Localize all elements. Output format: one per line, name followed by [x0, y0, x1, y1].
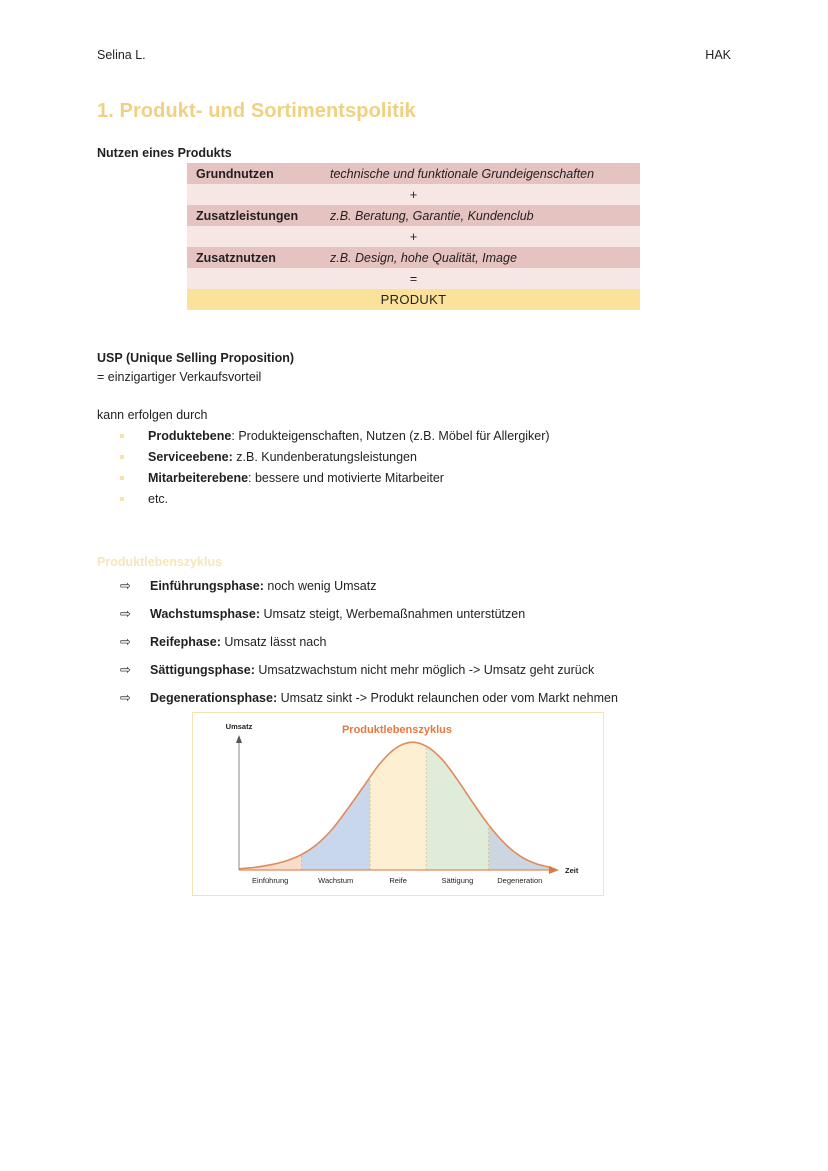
chart-title: Produktlebenszyklus: [341, 724, 453, 736]
chart-phase-labels: [252, 876, 542, 885]
usp-definition: = einzigartiger Verkaufsvorteil: [97, 370, 262, 384]
benefit-term: Zusatzleistungen: [187, 205, 324, 226]
produktlebenszyklus-list: [120, 572, 618, 712]
y-axis-label: Umsatz: [225, 722, 253, 731]
chart-phase-area: [370, 742, 426, 870]
usp-item-text: bessere und motivierte Mitarbeiter: [254, 471, 444, 485]
usp-list: [120, 426, 550, 510]
x-axis-label: Zeit: [565, 866, 579, 875]
benefit-table: [187, 163, 640, 310]
header-school: HAK: [705, 48, 731, 62]
arrow-right-icon: ⇨: [120, 690, 131, 705]
table-row-operator: [187, 184, 640, 205]
phase-term: Sättigungsphase:: [150, 663, 255, 677]
y-axis-arrow-icon: [236, 735, 242, 743]
benefit-desc: z.B. Design, hohe Qualität, Image: [324, 247, 640, 268]
list-item: [120, 426, 550, 447]
usp-title: USP (Unique Selling Proposition): [97, 351, 294, 365]
operator-plus: +: [187, 184, 640, 205]
list-item: [120, 656, 618, 684]
chart-phase-label: Reife: [389, 876, 407, 885]
table-row: [187, 163, 640, 184]
phase-term: Einführungsphase:: [150, 579, 264, 593]
phase-text: Umsatz steigt, Werbemaßnahmen unterstützen: [259, 607, 526, 621]
table-row-operator: [187, 226, 640, 247]
chart-phase-area: [489, 825, 551, 870]
table-row: [187, 247, 640, 268]
arrow-right-icon: ⇨: [120, 578, 131, 593]
phase-term: Reifephase:: [150, 635, 221, 649]
phase-text: Umsatzwachstum nicht mehr möglich -> Umsatz geht zurück: [254, 663, 595, 677]
arrow-right-icon: ⇨: [120, 634, 131, 649]
chart-phase-regions: [239, 742, 551, 870]
square-bullet-icon: [120, 497, 124, 501]
benefit-desc: z.B. Beratung, Garantie, Kundenclub: [324, 205, 640, 226]
usp-item-text: Produkteigenschaften, Nutzen (z.B. Möbel für Allergiker): [238, 429, 550, 443]
arrow-right-icon: ⇨: [120, 662, 131, 677]
product-result: PRODUKT: [187, 289, 640, 310]
usp-item-term: Serviceebene:: [148, 450, 233, 464]
benefit-term: Zusatznutzen: [187, 247, 324, 268]
chart-svg: [193, 713, 602, 894]
document-header: [97, 48, 731, 62]
product-lifecycle-chart: [192, 712, 604, 896]
x-axis-arrow-icon: [549, 866, 559, 874]
list-item: [120, 447, 550, 468]
arrow-right-icon: ⇨: [120, 606, 131, 621]
operator-plus: +: [187, 226, 640, 247]
section-heading-produktlebenszyklus: Produktlebenszyklus: [97, 555, 223, 569]
section-label-nutzen: Nutzen eines Produkts: [97, 146, 232, 160]
usp-item-sep: :: [231, 429, 239, 443]
phase-text: Umsatz lässt nach: [220, 635, 327, 649]
chart-phase-label: Sättigung: [441, 876, 474, 885]
phase-term: Wachstumsphase:: [150, 607, 260, 621]
usp-item-term: Mitarbeiterebene: [148, 471, 249, 485]
chart-phase-label: Degeneration: [497, 876, 543, 885]
list-item: [120, 600, 618, 628]
list-item: [120, 572, 618, 600]
usp-item-text: etc.: [148, 492, 169, 506]
benefit-desc: technische und funktionale Grundeigenschaften: [324, 163, 640, 184]
chart-phase-label: Wachstum: [318, 876, 354, 885]
usp-item-text: z.B. Kundenberatungsleistungen: [236, 450, 417, 464]
usp-lead: kann erfolgen durch: [97, 408, 208, 422]
list-item: [120, 468, 550, 489]
list-item: [120, 684, 618, 712]
page-title: 1. Produkt- und Sortimentspolitik: [97, 100, 416, 122]
usp-item-term: Produktebene: [148, 429, 232, 443]
chart-phase-area: [426, 746, 488, 870]
table-row: [187, 205, 640, 226]
benefit-term: Grundnutzen: [187, 163, 324, 184]
chart-phase-label: Einführung: [252, 876, 289, 885]
usp-item-sep: :: [248, 471, 255, 485]
operator-equals: =: [187, 268, 640, 289]
table-row-operator: [187, 268, 640, 289]
square-bullet-icon: [120, 455, 124, 459]
table-row-result: [187, 289, 640, 310]
phase-term: Degenerationsphase:: [150, 691, 278, 705]
header-author: Selina L.: [97, 48, 146, 62]
list-item: [120, 628, 618, 656]
square-bullet-icon: [120, 476, 124, 480]
phase-text: noch wenig Umsatz: [263, 579, 377, 593]
list-item: [120, 489, 550, 510]
phase-text: Umsatz sinkt -> Produkt relaunchen oder vom Markt nehmen: [277, 691, 618, 705]
square-bullet-icon: [120, 434, 124, 438]
